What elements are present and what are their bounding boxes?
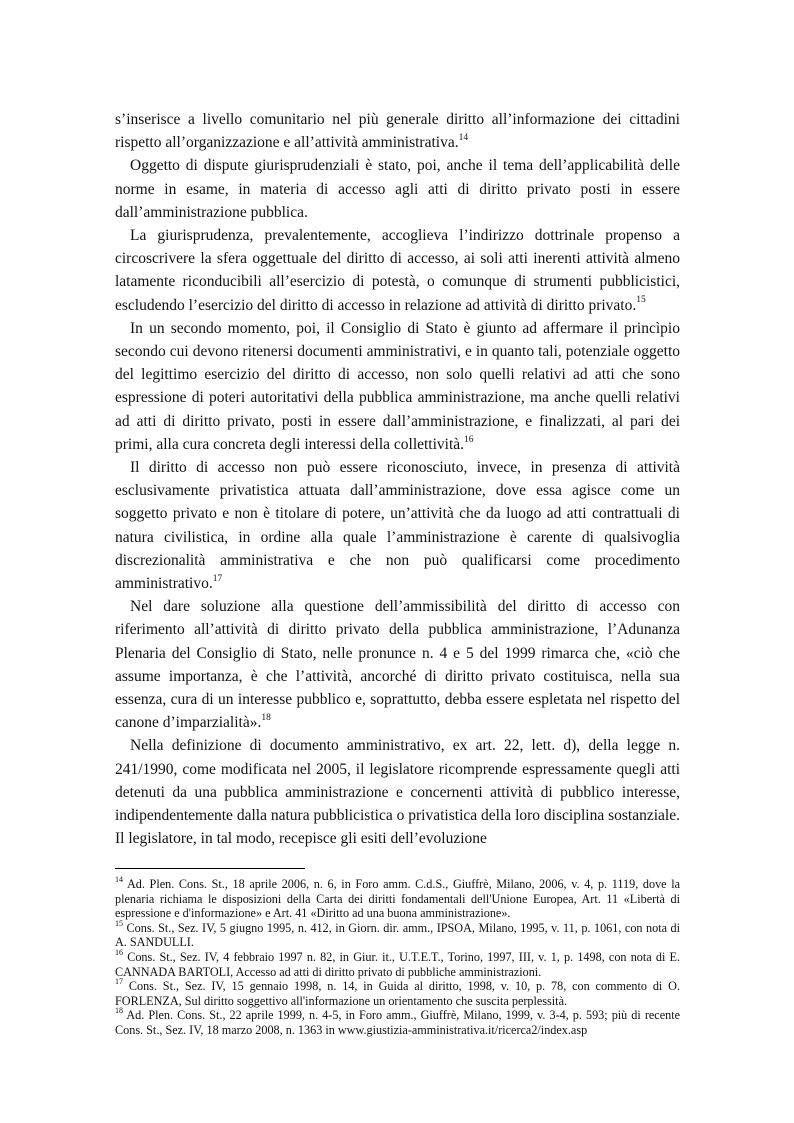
footnote: $^{14}$ Ad. Plen. Cons. St., 18 aprile 2006, n. 6, in Foro amm. C.d.S., Giuffrè, Milano, 2006, v. 4, p. 1119, dove la plenaria richiama le disposizioni della Carta dei diritti fondamentali dell'Unione Europea, Art. 11 «Libertà di espressione e d'informazione» e Art. 41 «Diritto ad una buona amministrazione». xyxy=(115,874,681,921)
paragraph: s’inserisce a livello comunitario nel più generale diritto all’informazione dei cittadini rispetto all’organizzazione e all’attività amministrativa.$^{14}$ xyxy=(115,111,680,152)
footnote-number: 14 xyxy=(115,874,123,884)
body-text xyxy=(115,108,680,851)
paragraph: La giurisprudenza, prevalentemente, accoglieva l’indirizzo dottrinale propenso a circoscrivere la sfera oggettuale del diritto di accesso, ai soli atti inerenti attività almeno latamente riconducibili all’esercizio di potestà, o comunque di strumenti pubblicistici, escludendo l’esercizio del diritto di accesso in relazione ad attività di diritto privato.$^{15}$ xyxy=(115,227,680,314)
footnote: $^{18}$ Ad. Plen. Cons. St., 22 aprile 1999, n. 4-5, in Foro amm., Giuffrè, Milano, 1999, v. 3-4, p. 593; più di recente Cons. St., Sez. IV, 18 marzo 2008, n. 1363 in www.giustizia-amministrativa.it/ricerca2/index.asp xyxy=(115,1006,680,1037)
paragraph: Oggetto di dispute giurisprudenziali è stato, poi, anche il tema dell’applicabilità delle norme in esame, in materia di accesso agli atti di diritto privato posti in essere dall’amministrazione pubblica. xyxy=(115,157,680,221)
footnote-number: 18 xyxy=(115,1006,123,1016)
paragraph: In un secondo momento, poi, il Consiglio di Stato è giunto ad affermare il princìpio secondo cui devono ritenersi documenti amministrativi, e in quanto tali, potenziale oggetto del legittimo esercizio del diritto di accesso, non solo quelli relativi ad atti che sono espressione di poteri autoritativi della pubblica amministrazione, ma anche quelli relativi ad atti di diritto privato, posti in essere dall’amministrazione, e finalizzati, al pari dei primi, alla cura concreta degli interessi della collettività.$^{16}$ xyxy=(115,319,680,453)
footnote-ref[interactable]: 16 xyxy=(464,434,474,445)
footnote-ref[interactable]: 15 xyxy=(636,295,646,306)
footnote: $^{17}$ Cons. St., Sez. IV, 15 gennaio 1998, n. 14, in Guida al diritto, 1998, v. 10, p. 78, con commento di O. FORLENZA, Sul diritto soggettivo all'informazione un orientamento che suscita perplessità. xyxy=(115,977,680,1008)
footnote: $^{15}$ Cons. St., Sez. IV, 5 giugno 1995, n. 412, in Giorn. dir. amm., IPSOA, Milano, 1995, v. 11, p. 1061, con nota di A. SANDULLI. xyxy=(115,918,680,950)
footnote-separator xyxy=(115,868,305,869)
footnote-number: 16 xyxy=(115,947,123,957)
footnote: $^{16}$ Cons. St., Sez. IV, 4 febbraio 1997 n. 82, in Giur. it., U.T.E.T., Torino, 1997, III, v. 1, p. 1498, con nota di E. CANNADA BARTOLI, Accesso ad atti di diritto privato di pubbliche amministrazioni. xyxy=(115,947,680,979)
footnote-number: 17 xyxy=(115,977,123,987)
footnote-number: 15 xyxy=(115,918,123,928)
footnote-ref[interactable]: 18 xyxy=(261,713,271,724)
paragraph: Il diritto di accesso non può essere riconosciuto, invece, in presenza di attività esclusivamente privatistica attuata dall’amministrazione, dove essa agisce come un soggetto privato e non è titolare di potere, un’attività che da luogo ad atti contrattuali di natura civilistica, in ordine alla quale l’amministrazione è carente di qualsivoglia discrezionalità amministrativa e che non può qualificarsi come procedimento amministrativo.$^{17}$ xyxy=(115,459,680,593)
footnote-ref[interactable]: 14 xyxy=(458,133,469,144)
paragraph: Nella definizione di documento amministrativo, ex art. 22, lett. d), della legge n. 241/1990, come modificata nel 2005, il legislatore ricomprende espressamente quegli atti detenuti da una pubblica amministrazione e concernenti attività di pubblico interesse, indipendentemente dalla natura pubblicistica o privatistica della loro disciplina sostanziale. Il legislatore, in tal modo, recepisce gli esiti dell’evoluzione xyxy=(115,737,680,848)
paragraph: Nel dare soluzione alla questione dell’ammissibilità del diritto di accesso con riferimento all’attività di diritto privato della pubblica amministrazione, l’Adunanza Plenaria del Consiglio di Stato, nelle pronunce n. 4 e 5 del 1999 rimarca che, «ciò che assume importanza, è che l’attività, ancorché di diritto privato costituisca, nella sua essenza, cura di un interesse pubblico e, soprattutto, debba essere espletata nel rispetto del canone d’imparzialità».$^{18}$ xyxy=(115,598,680,732)
footnotes xyxy=(115,874,681,1038)
footnote-ref[interactable]: 17 xyxy=(212,573,223,584)
